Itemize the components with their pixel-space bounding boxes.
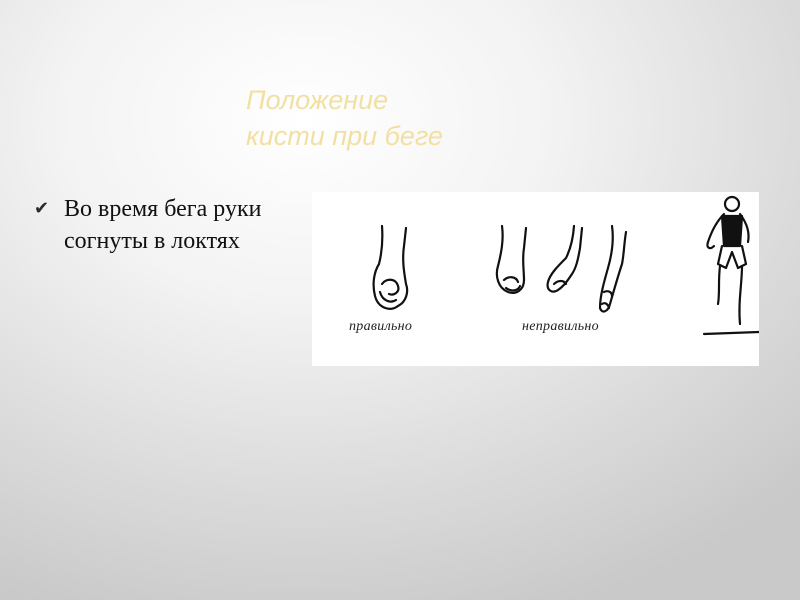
hand-position-illustration bbox=[312, 192, 759, 366]
wrong-hand-straight-icon bbox=[600, 226, 626, 311]
caption-wrong: неправильно bbox=[522, 319, 599, 334]
slide-title bbox=[246, 82, 606, 154]
wrong-hand-bent-icon bbox=[548, 226, 582, 292]
slide-title-line-1: Положение bbox=[246, 85, 389, 115]
wrong-hand-fist-icon bbox=[497, 226, 526, 293]
caption-correct: правильно bbox=[349, 319, 413, 334]
bullet-list bbox=[34, 193, 284, 257]
checkmark-icon: ✔ bbox=[34, 198, 50, 219]
slide-title-line-2: кисти при беге bbox=[246, 121, 443, 151]
runner-figure-icon bbox=[704, 197, 759, 334]
illustration-drawing bbox=[312, 192, 759, 366]
bullet-item bbox=[34, 193, 284, 257]
bullet-text: Во время бега руки согнуты в локтях bbox=[64, 196, 262, 254]
correct-hand-icon bbox=[374, 226, 408, 309]
